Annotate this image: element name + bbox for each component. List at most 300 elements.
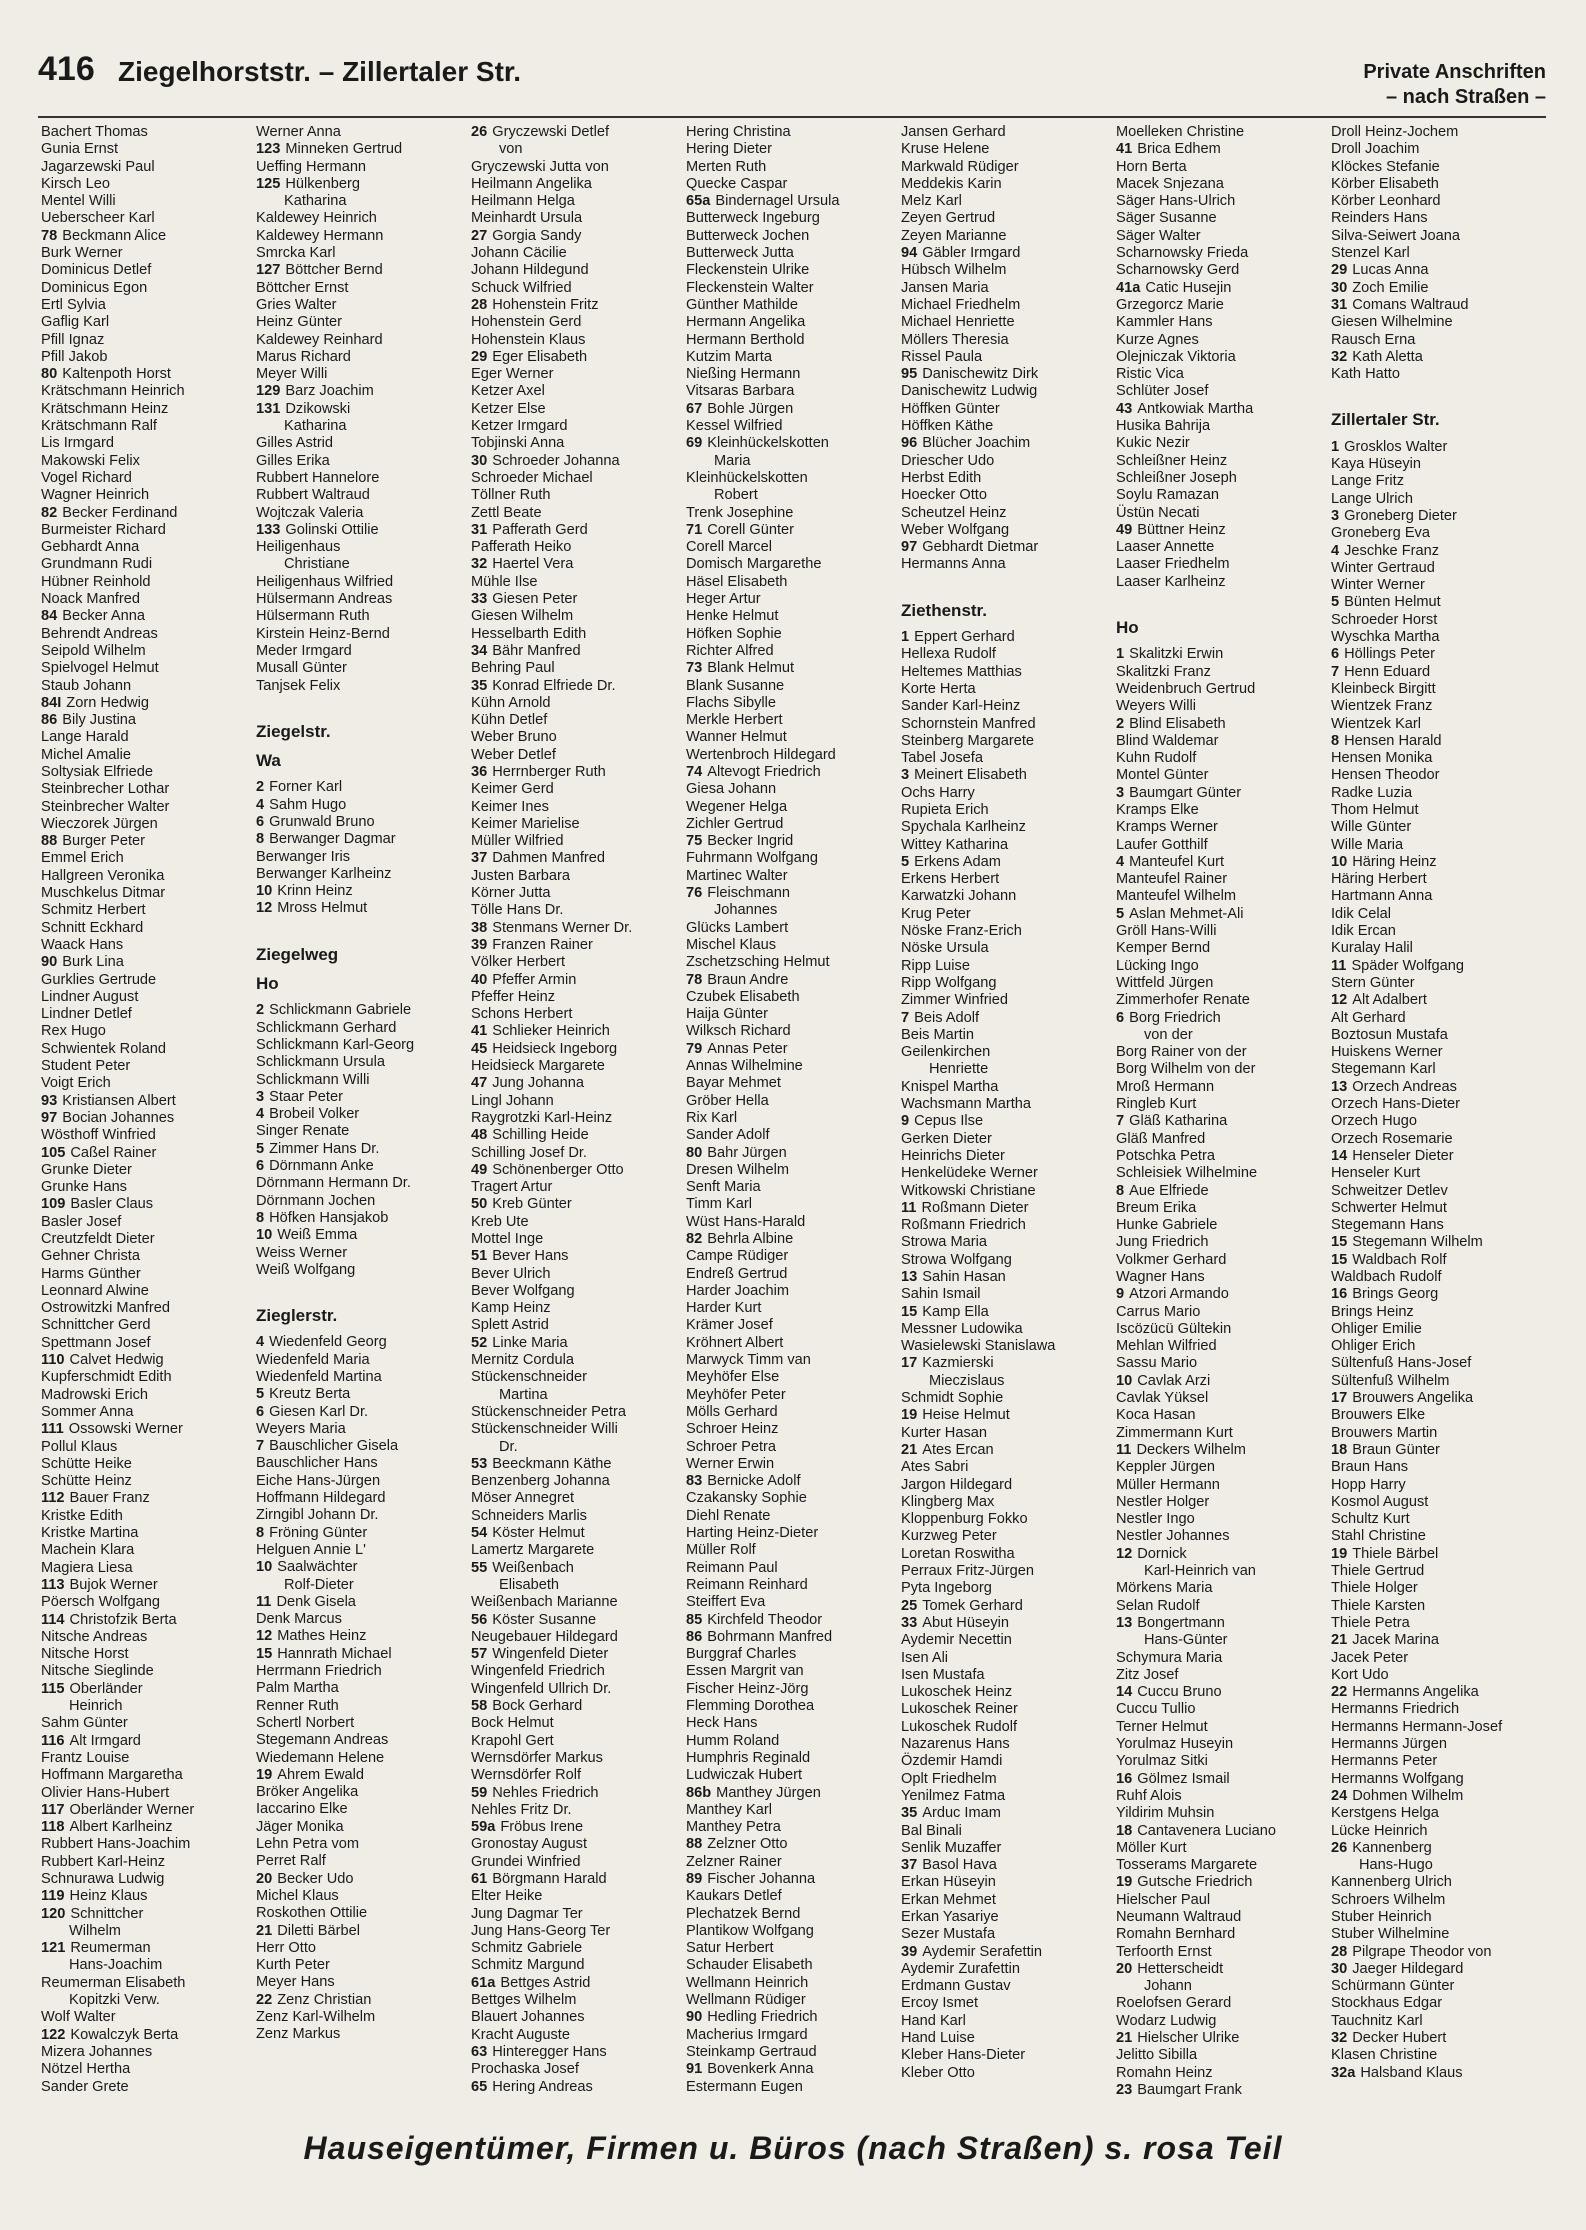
directory-entry bbox=[901, 1338, 1113, 1355]
resident-name: Heilmann Helga bbox=[471, 193, 575, 210]
directory-entry bbox=[1331, 1598, 1543, 1615]
resident-name: Kurter Hasan bbox=[901, 1424, 987, 1441]
directory-entry bbox=[1116, 401, 1328, 418]
directory-entry bbox=[1116, 193, 1328, 210]
directory-entry bbox=[41, 1266, 253, 1283]
resident-name: Steinberg Margarete bbox=[901, 732, 1035, 749]
directory-entry bbox=[686, 1906, 898, 1923]
resident-name: Wiedenfeld Georg bbox=[269, 1334, 387, 1351]
directory-entry bbox=[901, 975, 1113, 992]
resident-name: Hülsermann Andreas bbox=[256, 591, 393, 608]
resident-name: Volkmer Gerhard bbox=[1116, 1251, 1227, 1268]
house-number: 117 bbox=[41, 1801, 65, 1818]
directory-entry bbox=[1331, 508, 1543, 525]
directory-entry bbox=[901, 1788, 1113, 1805]
directory-entry bbox=[41, 885, 253, 902]
resident-name: Orzech Hans-Dieter bbox=[1331, 1096, 1460, 1113]
resident-name: Hübsch Wilhelm bbox=[901, 262, 1007, 279]
house-number: 114 bbox=[41, 1611, 65, 1628]
directory-entry bbox=[686, 366, 898, 383]
resident-name: Senlik Muzaffer bbox=[901, 1839, 1002, 1856]
resident-name: Kirchfeld Theodor bbox=[707, 1611, 823, 1628]
directory-entry bbox=[1116, 2013, 1328, 2030]
directory-entry bbox=[41, 643, 253, 660]
resident-name: Mathes Heinz bbox=[277, 1628, 367, 1645]
resident-name: Zettl Beate bbox=[471, 504, 542, 521]
directory-entry bbox=[41, 245, 253, 262]
directory-entry bbox=[471, 1248, 683, 1265]
resident-name: Böttcher Ernst bbox=[256, 279, 349, 296]
directory-entry bbox=[1116, 228, 1328, 245]
directory-entry bbox=[1116, 1753, 1328, 1770]
house-number: 76 bbox=[686, 885, 703, 902]
directory-entry bbox=[471, 1560, 683, 1577]
directory-entry bbox=[901, 159, 1113, 176]
directory-entry bbox=[901, 332, 1113, 349]
directory-column bbox=[253, 124, 468, 2084]
resident-name: Hermanns Jürgen bbox=[1331, 1736, 1447, 1753]
directory-entry bbox=[901, 664, 1113, 681]
directory-entry bbox=[1116, 1477, 1328, 1494]
directory-column bbox=[38, 124, 253, 2095]
directory-entry bbox=[471, 1352, 683, 1369]
directory-entry bbox=[41, 280, 253, 297]
house-number: 6 bbox=[256, 1403, 265, 1420]
directory-entry bbox=[1116, 1944, 1328, 1961]
resident-name: Johann Cäcilie bbox=[471, 245, 567, 262]
street-heading: Wa bbox=[256, 751, 281, 771]
directory-entry bbox=[256, 297, 468, 314]
directory-entry bbox=[1116, 975, 1328, 992]
directory-entry bbox=[1331, 1252, 1543, 1269]
resident-name: Grunke Dieter bbox=[41, 1161, 132, 1178]
directory-entry bbox=[256, 366, 468, 383]
resident-name: Richter Alfred bbox=[686, 642, 774, 659]
directory-entry bbox=[256, 1037, 468, 1054]
directory-entry bbox=[1331, 1632, 1543, 1649]
resident-name: Comans Waltraud bbox=[1352, 296, 1469, 313]
resident-name: Markwald Rüdiger bbox=[901, 158, 1019, 175]
directory-entry bbox=[41, 141, 253, 158]
directory-entry bbox=[901, 1632, 1113, 1649]
house-number: 49 bbox=[1116, 521, 1133, 538]
directory-entry bbox=[256, 1245, 468, 1262]
resident-name: Fröbus Irene bbox=[500, 1819, 584, 1836]
resident-name: Brings Heinz bbox=[1331, 1303, 1414, 1320]
house-number: 78 bbox=[686, 971, 703, 988]
resident-name: Kaya Hüseyin bbox=[1331, 456, 1422, 473]
resident-name: Kühn Detlef bbox=[471, 712, 548, 729]
resident-name: Kamp Heinz bbox=[471, 1300, 551, 1317]
directory-entry bbox=[41, 678, 253, 695]
directory-entry bbox=[41, 1750, 253, 1767]
resident-name: Annas Peter bbox=[707, 1040, 788, 1057]
resident-name: Hand Luise bbox=[901, 2030, 975, 2047]
directory-entry bbox=[1116, 1304, 1328, 1321]
directory-entry bbox=[256, 1473, 468, 1490]
resident-name: Thiele Gertrud bbox=[1331, 1563, 1425, 1580]
resident-name: Nitsche Sieglinde bbox=[41, 1663, 154, 1680]
resident-name: Johannes bbox=[714, 902, 778, 919]
directory-entry bbox=[686, 470, 898, 487]
resident-name: Kreb Günter bbox=[492, 1196, 572, 1213]
resident-name: Krätschmann Heinz bbox=[41, 400, 169, 417]
directory-entry bbox=[41, 1957, 253, 1974]
house-number: 2 bbox=[1116, 715, 1125, 732]
resident-name: Schürmann Günter bbox=[1331, 1978, 1455, 1995]
house-number: 45 bbox=[471, 1040, 488, 1057]
directory-entry bbox=[256, 1369, 468, 1386]
directory-entry bbox=[41, 1473, 253, 1490]
house-number: 8 bbox=[1331, 732, 1340, 749]
resident-name: Reumerman Elisabeth bbox=[41, 1974, 186, 1991]
resident-name: Wientzek Franz bbox=[1331, 698, 1433, 715]
resident-name: Haertel Vera bbox=[492, 556, 574, 573]
directory-entry bbox=[1116, 1961, 1328, 1978]
resident-name: Franzen Rainer bbox=[492, 936, 593, 953]
directory-entry bbox=[256, 1888, 468, 1905]
resident-name: Harms Günther bbox=[41, 1265, 141, 1282]
house-number: 118 bbox=[41, 1819, 65, 1836]
resident-name: Rausch Erna bbox=[1331, 331, 1416, 348]
house-number: 8 bbox=[1116, 1182, 1125, 1199]
resident-name: Ringleb Kurt bbox=[1116, 1096, 1197, 1113]
house-number: 22 bbox=[256, 1991, 273, 2008]
directory-entry bbox=[901, 906, 1113, 923]
resident-name: Nehles Fritz Dr. bbox=[471, 1801, 572, 1818]
resident-name: Bauer Franz bbox=[69, 1490, 150, 1507]
directory-entry bbox=[686, 920, 898, 937]
resident-name: Weißenbach bbox=[492, 1559, 574, 1576]
resident-name: Palm Martha bbox=[256, 1680, 339, 1697]
directory-entry bbox=[686, 781, 898, 798]
resident-name: Gurklies Gertrude bbox=[41, 971, 157, 988]
house-number: 57 bbox=[471, 1646, 488, 1663]
resident-name: Messner Ludowika bbox=[901, 1320, 1023, 1337]
resident-name: Sahm Günter bbox=[41, 1715, 128, 1732]
directory-entry bbox=[1116, 716, 1328, 733]
directory-entry bbox=[1116, 1096, 1328, 1113]
directory-entry bbox=[256, 1210, 468, 1227]
directory-entry bbox=[256, 591, 468, 608]
directory-entry bbox=[41, 435, 253, 452]
directory-entry bbox=[471, 262, 683, 279]
resident-name: Hintereggеr Hans bbox=[492, 2043, 607, 2060]
directory-entry bbox=[256, 1663, 468, 1680]
resident-name: Trenk Josephine bbox=[686, 504, 794, 521]
house-number: 8 bbox=[256, 1209, 265, 1226]
directory-entry bbox=[901, 1096, 1113, 1113]
resident-name: Antkowiak Martha bbox=[1137, 400, 1254, 417]
resident-name: Stockhaus Edgar bbox=[1331, 1995, 1443, 2012]
directory-entry bbox=[1331, 1701, 1543, 1718]
directory-entry bbox=[41, 1127, 253, 1144]
directory-entry bbox=[471, 1369, 683, 1386]
resident-name: Schroer Heinz bbox=[686, 1421, 779, 1438]
resident-name: Schroeder Michael bbox=[471, 469, 593, 486]
directory-entry bbox=[1116, 646, 1328, 663]
resident-name: Schmidt Sophie bbox=[901, 1390, 1004, 1407]
directory-entry bbox=[686, 1196, 898, 1213]
resident-name: Gehner Christa bbox=[41, 1248, 140, 1265]
directory-entry bbox=[1331, 2065, 1543, 2082]
resident-name: Sahin Hasan bbox=[922, 1269, 1006, 1285]
resident-name: Erkan Hüseyin bbox=[901, 1874, 996, 1891]
resident-name: Müller Hermann bbox=[1116, 1476, 1220, 1493]
directory-entry bbox=[1331, 594, 1543, 611]
directory-entry bbox=[41, 383, 253, 400]
resident-name: Bily Justina bbox=[62, 712, 137, 729]
house-number: 90 bbox=[41, 954, 58, 971]
resident-name: Sahin Ismail bbox=[901, 1286, 981, 1303]
resident-name: Ohliger Emilie bbox=[1331, 1320, 1422, 1337]
resident-name: Weiss Werner bbox=[256, 1244, 348, 1261]
house-number: 3 bbox=[1331, 507, 1340, 524]
directory-entry bbox=[256, 280, 468, 297]
resident-name: Blank Helmut bbox=[707, 660, 795, 677]
resident-name: Neugebauer Hildegard bbox=[471, 1628, 618, 1645]
directory-entry bbox=[471, 1646, 683, 1663]
directory-entry bbox=[686, 1577, 898, 1594]
directory-entry bbox=[471, 141, 683, 158]
directory-entry bbox=[471, 1992, 683, 2009]
directory-entry bbox=[901, 262, 1113, 279]
resident-name: Huiskens Werner bbox=[1331, 1044, 1443, 1061]
directory-entry bbox=[41, 1179, 253, 1196]
resident-name: Ochs Harry bbox=[901, 784, 975, 801]
directory-entry bbox=[686, 850, 898, 867]
resident-name: Kowalczyk Berta bbox=[70, 2026, 179, 2043]
house-number: 80 bbox=[686, 1144, 703, 1161]
house-number: 7 bbox=[1331, 663, 1340, 680]
resident-name: Krapohl Gert bbox=[471, 1732, 554, 1749]
resident-name: Schönenberger Otto bbox=[492, 1161, 624, 1178]
resident-name: Kammler Hans bbox=[1116, 314, 1213, 331]
directory-entry bbox=[256, 245, 468, 262]
directory-entry bbox=[901, 210, 1113, 227]
directory-entry bbox=[256, 2026, 468, 2043]
resident-name: Mehlan Wilfried bbox=[1116, 1338, 1217, 1355]
resident-name: Butterweck Ingeburg bbox=[686, 210, 820, 227]
house-number: 21 bbox=[256, 1922, 273, 1939]
resident-name: Kristiansen Albert bbox=[62, 1092, 176, 1109]
resident-name: Cepus Ilse bbox=[914, 1113, 984, 1130]
directory-entry bbox=[1116, 522, 1328, 539]
directory-entry bbox=[686, 1335, 898, 1352]
resident-name: Weber Bruno bbox=[471, 729, 557, 746]
resident-name: Schwientek Roland bbox=[41, 1040, 166, 1057]
resident-name: Olejniczak Viktoria bbox=[1116, 348, 1236, 365]
resident-name: Machein Klara bbox=[41, 1542, 135, 1559]
resident-name: Plantikow Wolfgang bbox=[686, 1922, 814, 1939]
resident-name: Völker Herbert bbox=[471, 954, 566, 971]
house-number: 3 bbox=[256, 1088, 265, 1105]
resident-name: Wingenfeld Dieter bbox=[492, 1646, 609, 1663]
resident-name: Manteufel Rainer bbox=[1116, 871, 1228, 888]
directory-entry bbox=[686, 885, 898, 902]
directory-entry bbox=[1331, 176, 1543, 193]
directory-entry bbox=[901, 280, 1113, 297]
resident-name: Waldbach Rudolf bbox=[1331, 1269, 1442, 1285]
directory-entry bbox=[686, 1266, 898, 1283]
section-gap bbox=[1116, 591, 1328, 607]
section-gap bbox=[256, 918, 468, 934]
directory-entry bbox=[41, 1560, 253, 1577]
section-gap bbox=[256, 1279, 468, 1295]
house-number: 14 bbox=[1331, 1147, 1348, 1164]
resident-name: Schwerter Helmut bbox=[1331, 1199, 1447, 1216]
directory-entry bbox=[41, 193, 253, 210]
directory-entry bbox=[1116, 1563, 1328, 1580]
resident-name: Hallgreen Veronika bbox=[41, 867, 165, 884]
directory-entry bbox=[471, 833, 683, 850]
resident-name: Becker Anna bbox=[62, 608, 145, 625]
directory-entry bbox=[1116, 1010, 1328, 1027]
resident-name: Maria bbox=[714, 452, 751, 469]
directory-entry bbox=[1116, 1269, 1328, 1286]
street-heading: Ziegelweg bbox=[256, 944, 339, 964]
directory-entry bbox=[471, 1023, 683, 1040]
resident-name: Ueffing Hermann bbox=[256, 158, 367, 175]
resident-name: Winter Werner bbox=[1331, 577, 1425, 594]
directory-entry bbox=[471, 556, 683, 573]
resident-name: Hopp Harry bbox=[1331, 1476, 1406, 1493]
house-number: 25 bbox=[901, 1597, 918, 1614]
resident-name: Iscözücü Gültekin bbox=[1116, 1320, 1232, 1337]
directory-entry bbox=[1331, 646, 1543, 663]
resident-name: Gorgia Sandy bbox=[492, 227, 582, 244]
directory-entry bbox=[471, 159, 683, 176]
directory-entry bbox=[901, 1027, 1113, 1044]
resident-name: Hermanns Anna bbox=[901, 556, 1006, 573]
resident-name: Campe Rüdiger bbox=[686, 1248, 789, 1265]
resident-name: Gölmez Ismail bbox=[1137, 1770, 1230, 1787]
resident-name: Schlickmann Gabriele bbox=[269, 1002, 412, 1019]
directory-entry bbox=[1116, 819, 1328, 836]
directory-entry bbox=[41, 314, 253, 331]
directory-entry bbox=[41, 1404, 253, 1421]
resident-name: Droll Heinz-Jochem bbox=[1331, 124, 1459, 140]
resident-name: Aue Elfriede bbox=[1129, 1182, 1209, 1199]
resident-name: Grosklos Walter bbox=[1344, 438, 1448, 455]
directory-entry bbox=[1331, 332, 1543, 349]
resident-name: Kramps Elke bbox=[1116, 801, 1199, 818]
directory-entry bbox=[1331, 1823, 1543, 1840]
resident-name: Steinbrecher Walter bbox=[41, 798, 170, 815]
directory-entry bbox=[471, 1490, 683, 1507]
directory-entry bbox=[471, 1421, 683, 1438]
resident-name: Raygrotzki Karl-Heinz bbox=[471, 1109, 613, 1126]
page-title: Ziegelhorststr. – Zillertaler Str. bbox=[118, 56, 522, 87]
directory-entry bbox=[41, 1058, 253, 1075]
house-number: 122 bbox=[41, 2026, 66, 2043]
directory-entry bbox=[1331, 854, 1543, 871]
resident-name: Pafferath Gerd bbox=[492, 521, 588, 538]
resident-name: Höffken Käthe bbox=[901, 418, 994, 435]
directory-entry bbox=[471, 1231, 683, 1248]
resident-name: Jung Dagmar Ter bbox=[471, 1905, 583, 1922]
directory-entry bbox=[1331, 2030, 1543, 2047]
resident-name: Heinrich bbox=[69, 1698, 123, 1715]
directory-entry bbox=[256, 883, 468, 900]
directory-entry bbox=[1331, 1909, 1543, 1926]
directory-entry bbox=[686, 764, 898, 781]
directory-entry bbox=[1116, 2047, 1328, 2064]
directory-entry bbox=[1331, 1840, 1543, 1857]
house-number: 15 bbox=[1331, 1234, 1348, 1251]
directory-entry bbox=[256, 1784, 468, 1801]
resident-name: Nestler Ingo bbox=[1116, 1511, 1195, 1528]
directory-entry bbox=[686, 1698, 898, 1715]
house-number: 3 bbox=[901, 767, 910, 784]
directory-entry bbox=[471, 1785, 683, 1802]
resident-name: Dr. bbox=[499, 1438, 518, 1455]
resident-name: Erkan Yasariye bbox=[901, 1908, 999, 1925]
directory-entry bbox=[471, 729, 683, 746]
resident-name: Keimer Gerd bbox=[471, 781, 554, 798]
house-number: 8 bbox=[256, 1524, 265, 1541]
house-number: 39 bbox=[901, 1943, 918, 1960]
directory-entry bbox=[901, 1874, 1113, 1891]
directory-entry bbox=[41, 1075, 253, 1092]
directory-entry bbox=[686, 1854, 898, 1871]
directory-entry bbox=[471, 1110, 683, 1127]
resident-name: Dornick bbox=[1137, 1545, 1187, 1562]
resident-name: Kracht Auguste bbox=[471, 2026, 570, 2043]
directory-entry bbox=[1116, 906, 1328, 923]
directory-entry bbox=[1331, 1165, 1543, 1182]
directory-entry bbox=[471, 1525, 683, 1542]
directory-entry bbox=[1331, 975, 1543, 992]
resident-name: Möllers Theresia bbox=[901, 331, 1009, 348]
resident-name: Köster Helmut bbox=[492, 1525, 585, 1542]
directory-entry bbox=[1116, 262, 1328, 279]
resident-name: Roßmann Friedrich bbox=[901, 1217, 1026, 1234]
directory-entry bbox=[1331, 1511, 1543, 1528]
resident-name: Katharina bbox=[284, 193, 347, 210]
directory-entry bbox=[686, 1456, 898, 1473]
directory-entry bbox=[256, 1334, 468, 1351]
resident-name: Humm Roland bbox=[686, 1732, 780, 1749]
directory-entry bbox=[1116, 1580, 1328, 1597]
resident-name: Gebhardt Anna bbox=[41, 539, 140, 556]
directory-entry bbox=[1116, 2030, 1328, 2047]
resident-name: Johann Hildegund bbox=[471, 262, 589, 279]
resident-name: Harder Kurt bbox=[686, 1300, 762, 1317]
house-number: 12 bbox=[256, 1628, 273, 1645]
street-heading: Ziethenstr. bbox=[901, 600, 987, 620]
directory-entry bbox=[686, 729, 898, 746]
house-number: 33 bbox=[471, 591, 488, 608]
directory-entry bbox=[1116, 1857, 1328, 1874]
directory-entry bbox=[1116, 767, 1328, 784]
directory-entry bbox=[471, 1196, 683, 1213]
resident-name: Kurth Peter bbox=[256, 1957, 330, 1974]
directory-entry bbox=[256, 1905, 468, 1922]
directory-entry bbox=[686, 1871, 898, 1888]
resident-name: Bauschlicher Hans bbox=[256, 1455, 378, 1472]
directory-entry bbox=[1331, 698, 1543, 715]
directory-entry bbox=[256, 176, 468, 193]
house-number: 4 bbox=[1116, 853, 1125, 870]
resident-name: Hielscher Ulrike bbox=[1137, 2030, 1240, 2047]
house-number: 22 bbox=[1331, 1684, 1348, 1701]
resident-name: Mizera Johannes bbox=[41, 2043, 153, 2060]
resident-name: Deckers Wilhelm bbox=[1136, 1441, 1246, 1458]
resident-name: Krätschmann Ralf bbox=[41, 418, 157, 435]
resident-name: Gäbler Irmgard bbox=[922, 245, 1021, 262]
resident-name: Heinz Klaus bbox=[69, 1888, 148, 1905]
